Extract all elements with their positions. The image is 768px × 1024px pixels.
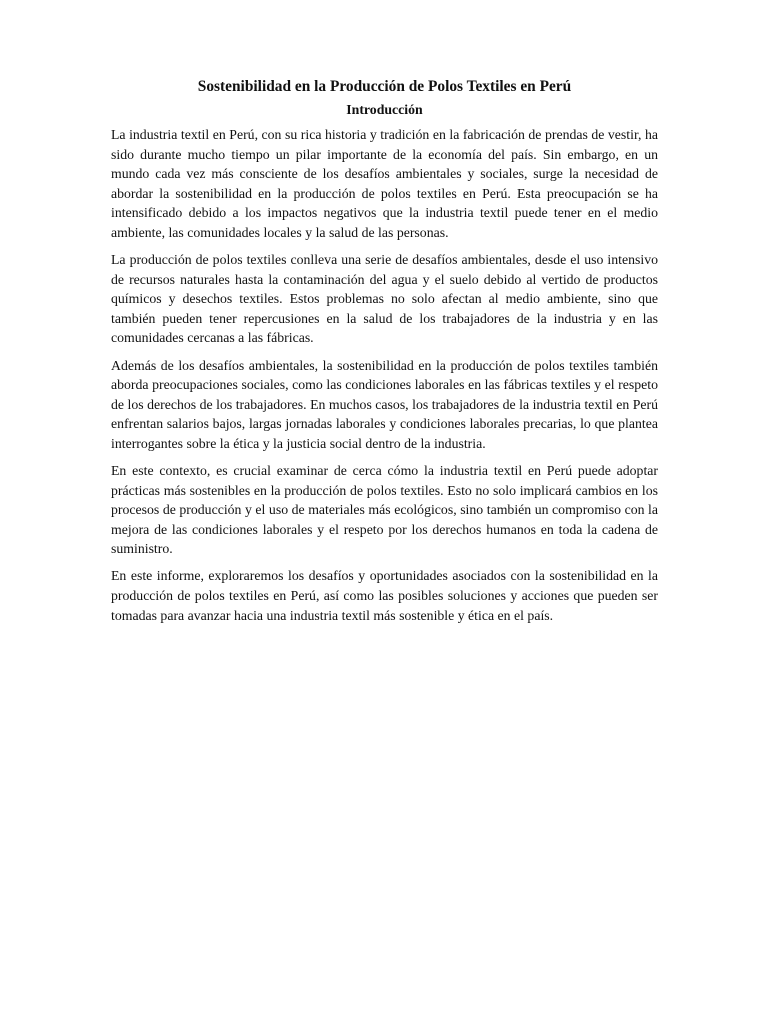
paragraph: En este contexto, es crucial examinar de cerca cómo la industria textil en Perú puede adoptar prácticas más sostenibles en la producción de polos textiles. Esto no solo implicará cambios en los procesos de producción y el uso de materiales más ecológicos, sino también un compromiso con la mejora de las condiciones laborales y el respeto por los derechos humanos en toda la cadena de suministro. (111, 463, 658, 557)
paragraph: En este informe, exploraremos los desafíos y oportunidades asociados con la sostenibilidad en la producción de polos textiles en Perú, así como las posibles soluciones y acciones que pueden ser tomadas para avanzar hacia una industria textil más sostenible y ética en el país. (111, 568, 658, 623)
document-body (111, 77, 658, 625)
section-heading: Introducción (346, 102, 423, 117)
paragraph: Además de los desafíos ambientales, la sostenibilidad en la producción de polos textiles también aborda preocupaciones sociales, como las condiciones laborales en las fábricas textiles y el respeto de los derechos de los trabajadores. En muchos casos, los trabajadores de la industria textil en Perú enfrentan salarios bajos, largas jornadas laborales y condiciones laborales precarias, lo que plantea interrogantes sobre la ética y la justicia social dentro de la industria. (111, 357, 658, 451)
paragraph: La industria textil en Perú, con su rica historia y tradición en la fabricación de prendas de vestir, ha sido durante mucho tiempo un pilar importante de la economía del país. Sin embargo, en un mundo cada vez más consciente de los desafíos ambientales y sociales, surge la necesidad de abordar la sostenibilidad en la producción de polos textiles en Perú. Esta preocupación se ha intensificado debido a los impactos negativos que la industria textil puede tener en el medio ambiente, las comunidades locales y la salud de las personas. (111, 127, 658, 240)
paragraph: La producción de polos textiles conlleva una serie de desafíos ambientales, desde el uso intensivo de recursos naturales hasta la contaminación del agua y el suelo debido al vertido de productos químicos y desechos textiles. Estos problemas no solo afectan al medio ambiente, sino que también pueden tener repercusiones en la salud de los trabajadores de la industria y en las comunidades cercanas a las fábricas. (111, 252, 658, 346)
document-title: Sostenibilidad en la Producción de Polos Textiles en Perú (197, 78, 572, 95)
